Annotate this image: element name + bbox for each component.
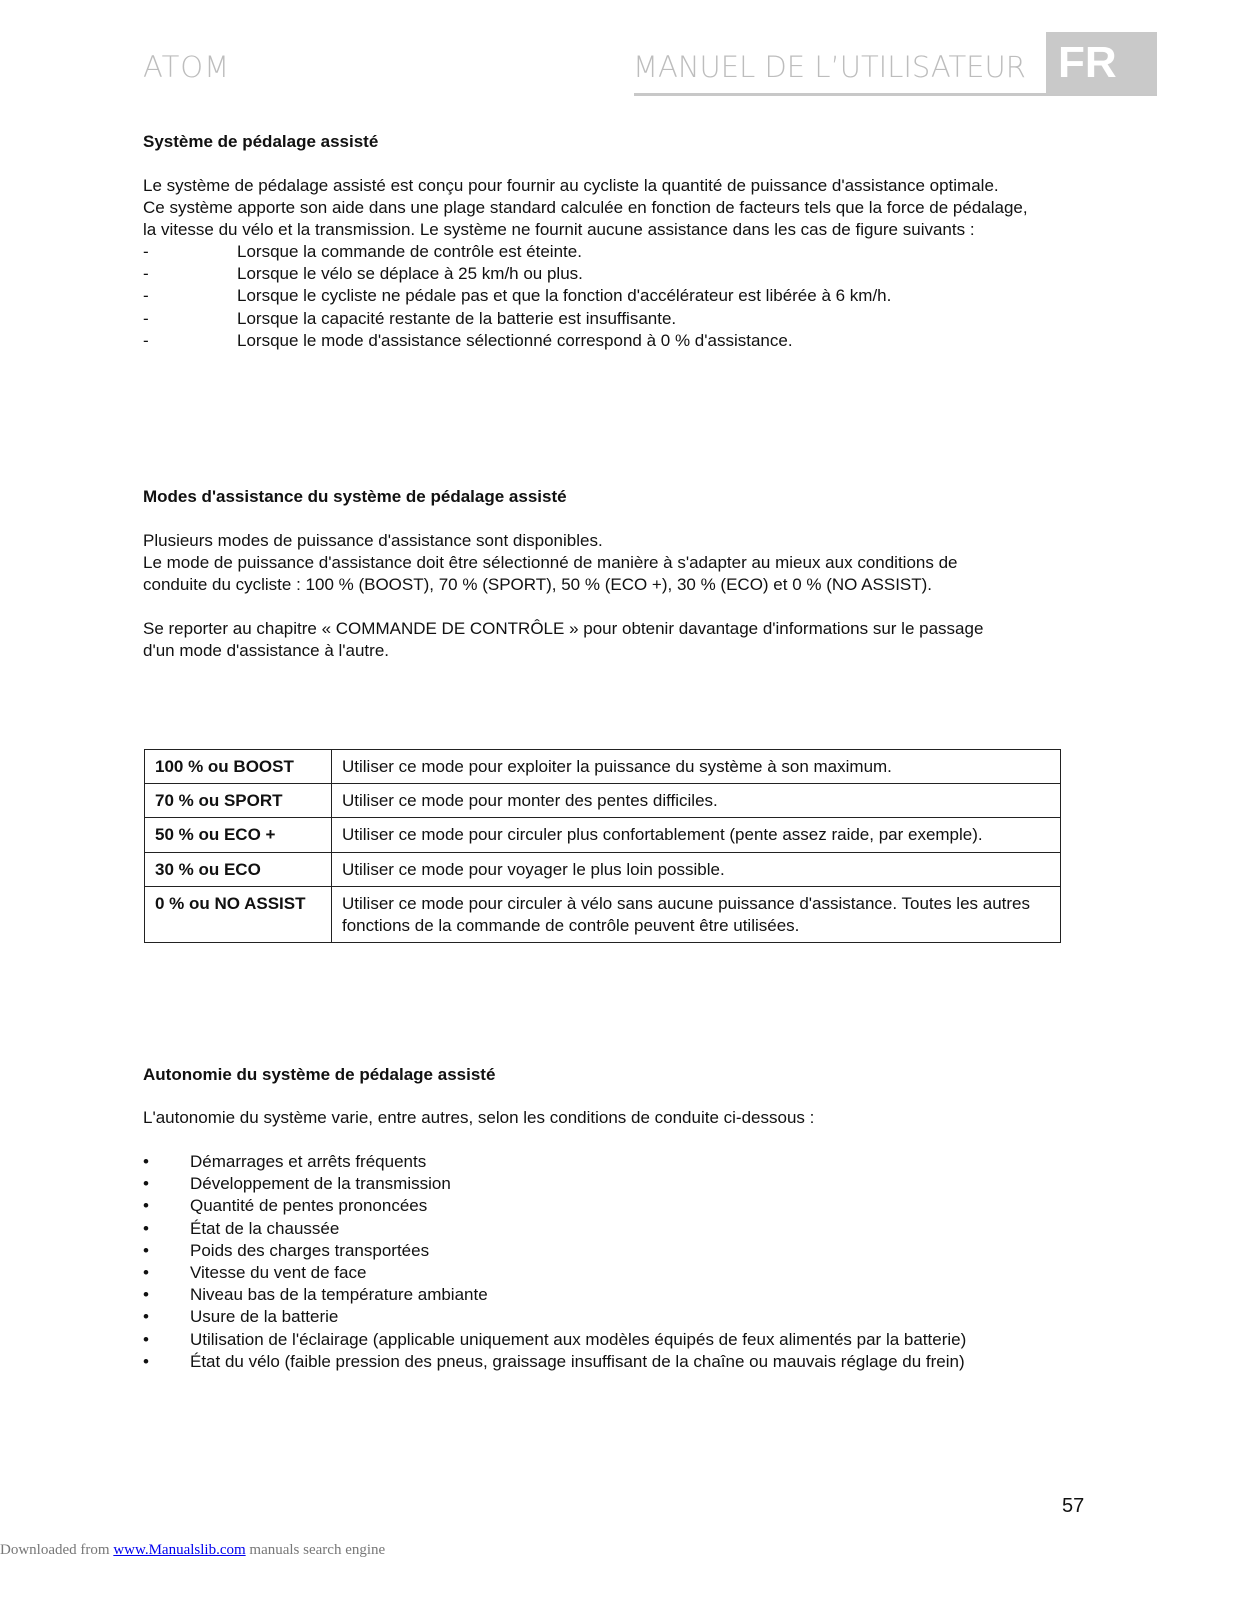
list-item-text: Vitesse du vent de face [190,1263,367,1283]
list-item [143,308,891,330]
bullet-marker: • [143,1218,149,1238]
mode-cell: 50 % ou ECO + [145,818,332,852]
list-item [143,1195,966,1217]
page-number: 57 [1062,1495,1085,1517]
manual-title: MANUEL DE L’UTILISATEUR [633,50,1026,84]
footer-suffix: manuals search engine [245,1542,386,1558]
list-item [143,1284,966,1306]
list-item [143,1306,966,1328]
mode-description-cell: Utiliser ce mode pour circuler plus confortablement (pente assez raide, par exemple). [332,818,1061,852]
footer-prefix: Downloaded from [0,1542,114,1558]
bullet-marker: • [143,1240,149,1260]
mode-description-cell: Utiliser ce mode pour circuler à vélo sans aucune puissance d'assistance. Toutes les autres fonctions de la commande de contrôle peuvent être utilisées. [332,886,1061,942]
section-paragraph [143,618,1073,662]
list-item-text: Lorsque la capacité restante de la batterie est insuffisante. [237,308,677,328]
mode-cell: 30 % ou ECO [145,852,332,886]
bullet-marker: • [143,1307,149,1327]
list-item-text: Lorsque la commande de contrôle est éteinte. [237,242,582,261]
bullet-marker: • [143,1196,149,1216]
paragraph-line: Plusieurs modes de puissance d'assistance sont disponibles. [143,531,603,550]
mode-description-cell: Utiliser ce mode pour exploiter la puissance du système à son maximum. [332,750,1061,784]
range-factors-list [143,1151,966,1373]
dash-marker: - [143,286,149,306]
section-paragraph: L'autonomie du système varie, entre autres, selon les conditions de conduite ci-dessous : [143,1108,815,1127]
table-row [145,852,1061,886]
brand-name: ATOM [143,50,231,84]
mode-description-cell: Utiliser ce mode pour monter des pentes difficiles. [332,784,1061,818]
list-item-text: État du vélo (faible pression des pneus, graissage insuffisant de la chaîne ou mauvais réglage du frein) [190,1351,965,1371]
table-row [145,784,1061,818]
bullet-marker: • [143,1263,149,1283]
dash-marker: - [143,242,149,261]
list-item [143,285,891,307]
list-item [143,1218,966,1240]
mode-cell: 0 % ou NO ASSIST [145,886,332,942]
paragraph-line: Ce système apporte son aide dans une plage standard calculée en fonction de facteurs tels que la force de pédalage, [143,198,1028,218]
list-item [143,241,891,263]
bullet-marker: • [143,1329,149,1349]
mode-cell: 100 % ou BOOST [145,750,332,784]
no-assist-conditions-list [143,241,891,352]
bullet-marker: • [143,1174,149,1194]
list-item-text: Niveau bas de la température ambiante [190,1285,488,1305]
list-item [143,1262,966,1284]
list-item-text: Utilisation de l'éclairage (applicable uniquement aux modèles équipés de feux alimentés par la batterie) [190,1329,967,1349]
list-item [143,1151,966,1173]
download-footer [0,1542,385,1559]
list-item-text: Démarrages et arrêts fréquents [190,1152,427,1171]
paragraph-line: la vitesse du vélo et la transmission. Le système ne fournit aucune assistance dans les cas de figure suivants : [143,220,975,240]
list-item-text: Lorsque le mode d'assistance sélectionné correspond à 0 % d'assistance. [237,330,793,350]
bullet-marker: • [143,1351,149,1371]
section-paragraph [143,175,1073,242]
table-row [145,886,1061,942]
assist-modes-table [144,749,1061,943]
bullet-marker: • [143,1285,149,1305]
list-item [143,330,891,352]
manualslib-link[interactable]: www.Manualslib.com [113,1542,246,1558]
dash-marker: - [143,264,149,284]
section-heading-range: Autonomie du système de pédalage assisté [143,1065,496,1084]
mode-cell: 70 % ou SPORT [145,784,332,818]
list-item-text: Poids des charges transportées [190,1240,430,1260]
list-item [143,1240,966,1262]
list-item [143,1329,966,1351]
paragraph-line: conduite du cycliste : 100 % (BOOST), 70 % (SPORT), 50 % (ECO +), 30 % (ECO) et 0 % (NO ASSIST). [143,575,933,595]
paragraph-line: Le système de pédalage assisté est conçu pour fournir au cycliste la quantité de puissance d'assistance optimale. [143,176,999,195]
section-heading-assist-modes: Modes d'assistance du système de pédalage assisté [143,487,567,506]
list-item [143,1351,966,1373]
list-item-text: Quantité de pentes prononcées [190,1196,428,1216]
dash-marker: - [143,308,149,328]
language-badge: FR [1046,32,1157,94]
bullet-marker: • [143,1152,149,1171]
dash-marker: - [143,330,149,350]
section-paragraph [143,530,1073,597]
paragraph-line: Le mode de puissance d'assistance doit être sélectionné de manière à s'adapter au mieux aux conditions de [143,553,958,573]
paragraph-line: Se reporter au chapitre « COMMANDE DE CONTRÔLE » pour obtenir davantage d'informations sur le passage [143,619,984,638]
mode-description-cell: Utiliser ce mode pour voyager le plus loin possible. [332,852,1061,886]
list-item-text: Lorsque le vélo se déplace à 25 km/h ou plus. [237,264,583,284]
paragraph-line: d'un mode d'assistance à l'autre. [143,641,389,661]
table-row [145,750,1061,784]
list-item-text: Usure de la batterie [190,1307,339,1327]
section-heading-pedal-assist: Système de pédalage assisté [143,132,379,151]
list-item-text: Développement de la transmission [190,1174,451,1194]
list-item [143,1173,966,1195]
list-item-text: État de la chaussée [190,1218,340,1238]
list-item-text: Lorsque le cycliste ne pédale pas et que la fonction d'accélérateur est libérée à 6 km/h. [237,286,892,306]
list-item [143,263,891,285]
table-row [145,818,1061,852]
